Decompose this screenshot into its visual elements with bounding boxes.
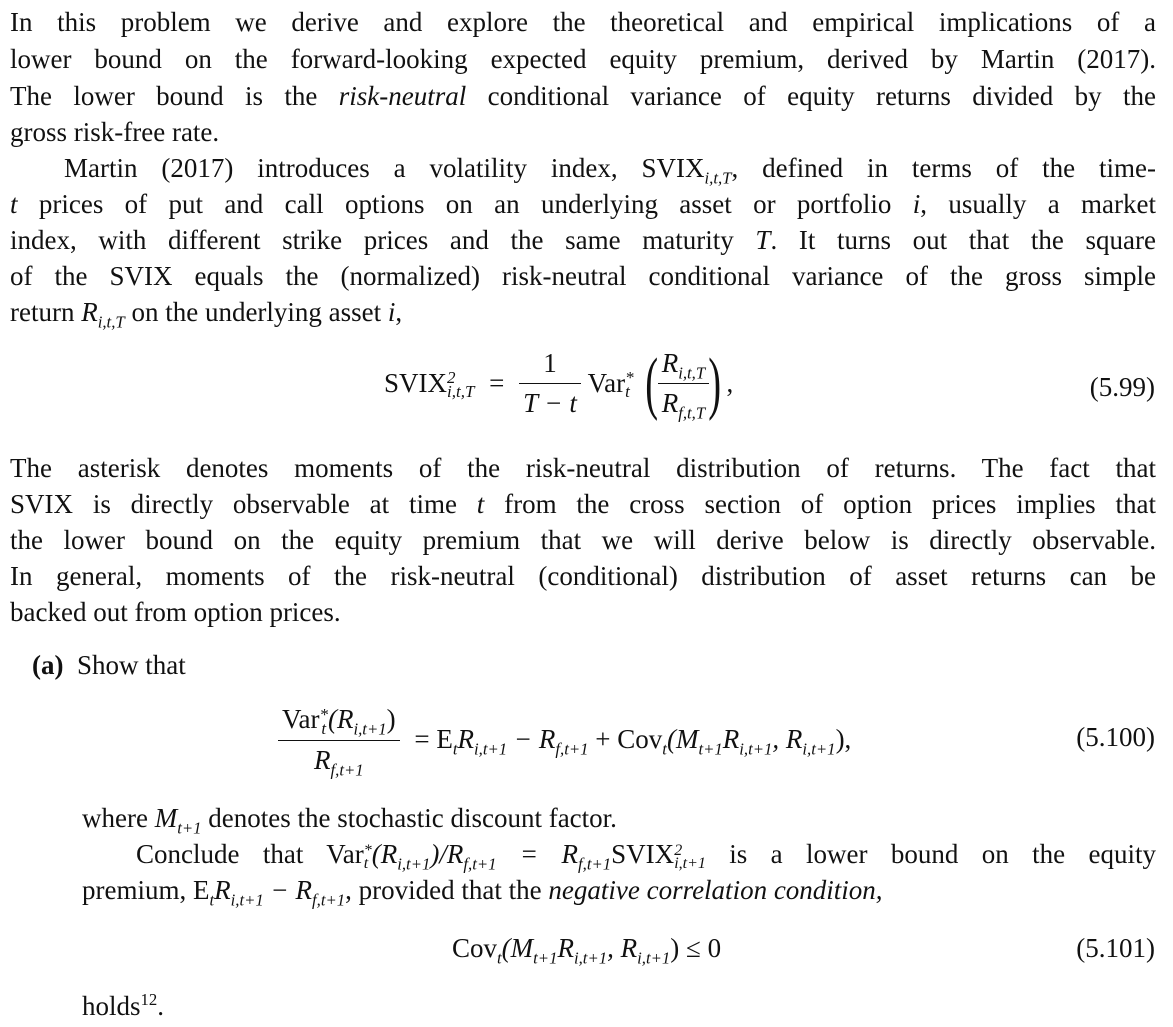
equation-5-101: $Cov_t(M_{t+1}R_{i,t+1}$, $R_{i,t+1}) \le 0$ — [452, 933, 722, 968]
paragraph3-line1: The asterisk denotes moments of the risk-neutral distribution of returns. The fact that — [10, 453, 1156, 483]
paragraph3-line4: In general, moments of the risk-neutral (conditional) distribution of asset returns can be — [10, 561, 1156, 591]
var-operator: Var * t — [587, 367, 634, 402]
paragraph3-line2: SVIX is directly observable at time t from the cross section of option prices implies that — [10, 489, 1156, 519]
equation-number-5-101: (5.101) — [1076, 933, 1155, 963]
svix-lhs: SVIX 2 i,t,T — [384, 367, 475, 402]
conclude-line2: premium, $E_tR_{i,t+1} - R_{f,t+1}$, provided that the negative correlation condition, — [82, 875, 883, 910]
equation-5-99: SVIX 2 i,t,T = $\frac{1}{T - t}$ Var * t ( $\frac{R_{i,t,T}}{R_{f,t,T}}$ ) , — [384, 344, 734, 423]
fraction-one-over-t: $\frac{1}{T - t}$ — [519, 348, 581, 419]
negative-correlation-emphasis: negative correlation condition, — [548, 875, 883, 905]
equation-5-100-rhs: = $E_tR_{i,t+1} - R_{f,t+1} + Cov_t(M_{t+1}R_{i,t+1}$, $R_{i,t+1}$), — [414, 724, 852, 759]
holds-line: holds$^{12}$. — [82, 990, 164, 1021]
part-a-heading: (a) Show that — [32, 650, 186, 680]
paragraph2-line1: Martin (2017) introduces a volatility index, $SVIX_{i,t,T}$, defined in terms of the time- — [64, 153, 1157, 188]
paragraph2-line5: return $R_{i,t,T}$ on the underlying asset i, — [10, 297, 403, 332]
paragraph3-line3: the lower bound on the equity premium that we will derive below is directly observable. — [10, 525, 1156, 555]
paragraph2-line4: of the SVIX equals the (normalized) risk-neutral conditional variance of the gross simple — [10, 261, 1156, 291]
return-ratio: $\frac{R_{i,t,T}}{R_{f,t,T}}$ — [658, 348, 709, 419]
risk-neutral-emphasis: risk-neutral — [338, 81, 467, 111]
paragraph1-line4: gross risk-free rate. — [10, 117, 220, 147]
paragraph2-line3: index, with different strike prices and the same maturity T. It turns out that the square — [10, 225, 1157, 255]
conclude-line1: Conclude that Var * t $(R_{i,t+1})/R_{f,t+1}$ = $R_{f,t+1}SVIX$ 2 i,t+1 is a lower bound on the equity — [136, 839, 1156, 874]
left-paren: ( — [645, 344, 659, 422]
equation-number-5-100: (5.100) — [1076, 722, 1155, 752]
paragraph1-line3: The lower bound is the risk-neutral conditional variance of equity returns divided by the — [10, 81, 1156, 111]
right-paren: ) — [708, 344, 722, 422]
equation-number-5-99: (5.99) — [1089, 372, 1155, 402]
part-a-label: (a) — [32, 650, 64, 680]
where-line: where $M_{t+1}$ denotes the stochastic discount factor. — [82, 803, 617, 838]
variance-over-riskfree: Var * t $(R_{i,t+1})$ $R_{f,t+1}$ — [278, 704, 400, 776]
paragraph1-line1: In this problem we derive and explore the theoretical and empirical implications of a — [10, 7, 1156, 37]
paragraph1-line2: lower bound on the forward-looking expected equity premium, derived by Martin (2017). — [10, 44, 1156, 74]
equation-5-100 — [278, 704, 852, 780]
footnote-marker[interactable]: 12 — [140, 990, 158, 1009]
paragraph2-line2: t prices of put and call options on an underlying asset or portfolio i, usually a market — [10, 189, 1156, 219]
paragraph3-line5: backed out from option prices. — [10, 597, 341, 627]
